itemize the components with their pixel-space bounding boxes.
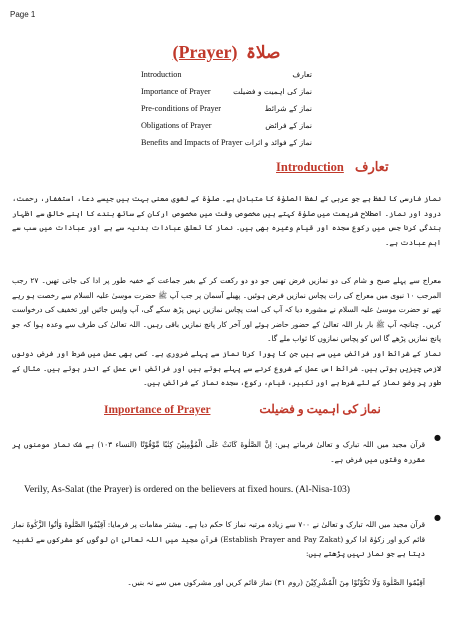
toc-row <box>0 70 453 87</box>
toc-row <box>0 104 453 121</box>
table-of-contents <box>0 70 453 155</box>
introduction-heading <box>276 159 389 175</box>
toc-item-en: Importance of Prayer <box>141 87 211 96</box>
introduction-paragraph: نماز فارسی کا لفظ ہے جو عربی کے لفظ الصلوٰۃ کا متبادل ہے۔ صلوٰۃ کے لغوی معنی بہت ہیں جیسے دعا، استغفار، رحمت، درود اور نماز۔ اصطلاح شریعت میں صلوٰۃ کہتے ہیں مخصوص وقت میں مخصوص ارکان کے ساتھ بندے کا اپنے خالق سے اظہار بندگی کرنا جس میں رکوع سجدہ اور قیام وغیرہ بھی ہیں۔ نماز کا تعلق عبادات بدنیہ سے ہے اور عبادات میں سب سے اہم عبادت ہے۔ <box>12 194 441 247</box>
introduction-heading-ur: تعارف <box>354 159 389 174</box>
page-number: Page 1 <box>10 10 36 19</box>
toc-row <box>0 138 453 155</box>
toc-item-en: Introduction <box>141 70 182 79</box>
arabic-verse: اَقِيْمُوا الصَّلٰوةَ وَلَا تَكُوْنُوْا مِنَ الْمُشْرِكِيْنَ (روم ۳۱) نماز قائم کریں اور مشرکوں میں سے نہ بنیں۔ <box>127 577 425 587</box>
importance-bullet-text: قرآن مجید میں اللہ تبارک و تعالیٰ نے ۷۰۰ سے زیادہ مرتبہ نماز کا حکم دیا ہے۔ بیشتر مقامات پر فرمایا: اَقِيْمُوا الصَّلٰوةَ وَاٰتُوا الزَّكٰوةَ نماز قائم کرو اور زکوٰۃ ادا کرو (Establish Prayer and Pay Zakat) قرآن مجید میں اللہ تعالیٰ ان لوگوں کو مشرکوں سے تشبیہ دیتا ہے جو نماز نہیں پڑھتے ہیں: <box>12 520 425 559</box>
introduction-paragraph: معراج سے پہلے صبح و شام کی دو نمازیں فرض تھیں جو دو دو رکعت کر کے بغیر جماعت کے خفیہ طور پر ادا کی جاتی تھیں۔ ۲۷ رجب المرجب ۱۰ نبوی میں معراج کی رات پچاس نمازیں فرض ہوئیں۔ پھیلے آسمان پر جب آپ ﷺ حضرت موسیٰ علیہ السلام سے رخصت ہو رہے تھے تو حضرت موسیٰ علیہ السلام نے مشورہ دیا کہ آپ کی امت پچاس نمازیں نہیں پڑھ سکے گی، آپ واپس جائیں اور تخفیف کی درخواست کریں۔ چنانچہ آپ ﷺ بار بار اللہ تعالیٰ کے حضور حاضر ہوئے اور آخر کار پانچ نمازیں باقی رہیں۔ اللہ تعالیٰ کی طرف سے وعدہ ہوا کہ جو پانچ نمازیں پڑھے گا اس کو پچاس نمازوں کا ثواب ملے گا۔ <box>12 276 441 344</box>
toc-item-ur: نماز کے فوائد و اثرات <box>244 138 312 147</box>
toc-item-ur: تعارف <box>292 70 312 79</box>
importance-heading-en: Importance of Prayer <box>104 404 211 416</box>
toc-row <box>0 87 453 104</box>
importance-heading-ur: نماز کی اہمیت و فضیلت <box>259 402 381 416</box>
toc-item-ur: نماز کی اہمیت و فضیلت <box>233 87 312 96</box>
toc-item-ur: نماز کے فرائض <box>265 121 312 130</box>
introduction-heading-en: Introduction <box>276 160 344 174</box>
title-english: (Prayer) <box>172 42 238 62</box>
importance-bullet-text: قرآن مجید میں اللہ تبارک و تعالیٰ فرماتے ہیں: اِنَّ الصَّلٰوةَ كَانَتْ عَلَى الْمُؤْمِنِيْنَ كِتٰبًا مَّوْقُوْتًا (النساء ۱۰۳) بے شک نماز مومنوں پر مقررہ وقتوں میں فرض ہے۔ <box>12 440 425 464</box>
bullet-icon: ● <box>434 433 441 442</box>
introduction-paragraph: نماز کے شرائط اور فرائض میں سے ہیں جن کا پورا کرنا نماز سے پہلے ضروری ہے۔ کسی بھی عمل میں شرط اور فرض دونوں لازمی چیزیں ہوتی ہیں۔ شرائط اس عمل کے شروع کرنے سے پہلے ہوتے ہیں اور فرائض اس عمل کے اندر ہوتے ہیں۔ مثال کے طور پر وضو نماز کے لئے شرط ہے اور تکبیر، قیام، رکوع، سجدہ نماز کے فرائض ہیں۔ <box>12 349 441 388</box>
page-title <box>0 42 453 63</box>
toc-row <box>0 121 453 138</box>
toc-item-ur: نماز کے شرائط <box>264 104 312 113</box>
toc-item-en: Benefits and Impacts of Prayer <box>141 138 243 147</box>
importance-heading <box>104 402 381 417</box>
bullet-icon: ● <box>434 513 441 522</box>
toc-item-en: Pre-conditions of Prayer <box>141 104 222 113</box>
title-urdu: صلاۃ <box>245 43 281 62</box>
english-verse-translation: Verily, As-Salat (the Prayer) is ordered on the believers at fixed hours. (Al-Nisa-103) <box>24 484 350 495</box>
toc-item-en: Obligations of Prayer <box>141 121 212 130</box>
